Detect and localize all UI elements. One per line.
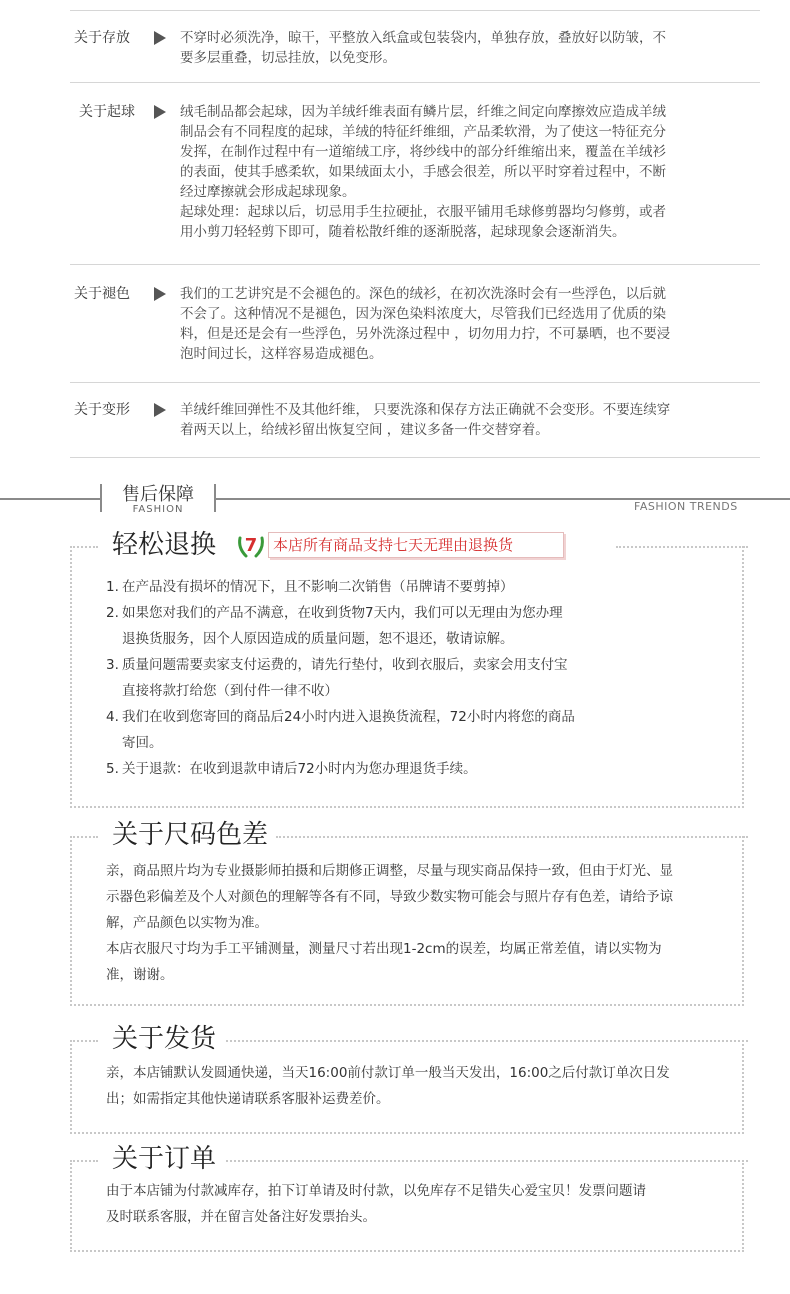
size-text: 亲，商品照片均为专业摄影师拍摄和后期修正调整，尽量与现实商品保持一致，但由于灯光、显 示器色彩偏差及个人对颜色的理解等各有不同，导致少数实物可能会与照片存有色差，请给予谅 解，产品颜色以实物为准。 本店衣服尺寸均为手工平铺测量，测量尺寸若出现1-2cm的误差，均属正常差值，请以实物为 准，谢谢。 bbox=[106, 863, 673, 983]
list-item: 1. 在产品没有损坏的情况下，且不影响二次销售（吊牌请不要剪掉） bbox=[106, 579, 514, 595]
returns-list bbox=[106, 574, 706, 782]
list-item: 2. 如果您对我们的产品不满意，在收到货物7天内，我们可以无理由为您办理 bbox=[106, 605, 563, 621]
care-row-pilling bbox=[70, 82, 760, 264]
list-item: 3. 质量问题需要卖家支付运费的，请先行垫付，收到衣服后，卖家会用支付宝 bbox=[106, 657, 568, 673]
seven-day-return-badge bbox=[236, 530, 564, 560]
care-section bbox=[70, 10, 760, 458]
list-item: 5. 关于退款：在收到退款申请后72小时内为您办理退货手续。 bbox=[106, 761, 477, 777]
triangle-arrow-icon bbox=[154, 31, 166, 45]
size-title: 关于尺码色差 bbox=[108, 820, 272, 850]
list-item: 寄回。 bbox=[122, 735, 163, 751]
seven-day-icon bbox=[236, 530, 266, 560]
care-row-storage bbox=[70, 10, 760, 82]
divider-line bbox=[0, 498, 100, 500]
shipping-title: 关于发货 bbox=[108, 1024, 220, 1054]
care-label: 关于变形 bbox=[74, 402, 130, 418]
care-text: 不穿时必须洗净，晾干，平整放入纸盒或包装袋内，单独存放，叠放好以防皱，不 要多层重叠，切忌挂放，以免变形。 bbox=[180, 30, 666, 66]
seven-day-icon-number: 7 bbox=[244, 535, 258, 556]
triangle-arrow-icon bbox=[154, 287, 166, 301]
order-box bbox=[70, 1144, 744, 1252]
triangle-arrow-icon bbox=[154, 403, 166, 417]
badge-text: 本店所有商品支持七天无理由退换货 bbox=[268, 532, 564, 558]
order-title: 关于订单 bbox=[108, 1144, 220, 1174]
divider-bar bbox=[100, 484, 102, 512]
care-label: 关于存放 bbox=[74, 30, 130, 46]
size-box bbox=[70, 820, 744, 1006]
list-item: 4. 我们在收到您寄回的商品后24小时内进入退换货流程，72小时内将您的商品 bbox=[106, 709, 575, 725]
care-text: 羊绒纤维回弹性不及其他纤维， 只要洗涤和保存方法正确就不会变形。不要连续穿 着两天以上，给绒衫留出恢复空间 ，建议多备一件交替穿着。 bbox=[180, 402, 671, 438]
shipping-text: 亲，本店铺默认发圆通快递，当天16:00前付款订单一般当天发出，16:00之后付款订单次日发 出；如需指定其他快递请联系客服补运费差价。 bbox=[106, 1065, 670, 1107]
care-text: 我们的工艺讲究是不会褪色的。深色的绒衫，在初次洗涤时会有一些浮色，以后就 不会了。这种情况不是褪色，因为深色染料浓度大，尽管我们已经选用了优质的染 料，但是还是会有一些浮色，另外洗涤过程中 ，切勿用力拧，不可暴晒，也不要浸 泡时间过长，这样容易造成褪色。 bbox=[180, 286, 671, 362]
care-row-fading bbox=[70, 264, 760, 382]
care-text: 绒毛制品都会起球，因为羊绒纤维表面有鳞片层，纤维之间定向摩擦效应造成羊绒 制品会有不同程度的起球，羊绒的特征纤维细，产品柔软滑，为了使这一特征充分 发挥，在制作过程中有一道缩绒工序，将纱线中的部分纤维缩出来，覆盖在羊绒衫 的表面，使其手感柔软，如果绒面太小，手感会很差，所以平时穿着过程中，不断 经过摩擦就会形成起球现象。 起球处理：起球以后，切忌用手生拉硬扯，衣服平铺用毛球修剪器均匀修剪，或者 用小剪刀轻轻剪下即可，随着松散纤维的逐渐脱落，起球现象会逐渐消失。 bbox=[180, 104, 666, 240]
service-header bbox=[0, 476, 790, 516]
care-label: 关于起球 bbox=[79, 104, 135, 120]
list-item: 退换货服务，因个人原因造成的质量问题，恕不退还，敬请谅解。 bbox=[122, 631, 514, 647]
returns-title: 轻松退换 bbox=[108, 530, 220, 560]
order-text: 由于本店铺为付款减库存，拍下订单请及时付款，以免库存不足错失心爱宝贝！发票问题请 及时联系客服，并在留言处备注好发票抬头。 bbox=[106, 1183, 646, 1225]
care-label: 关于褪色 bbox=[74, 286, 130, 302]
service-title: 售后保障 bbox=[122, 484, 194, 505]
fashion-trends-label: FASHION TRENDS bbox=[634, 500, 738, 513]
list-item: 直接将款打给您（到付件一律不收） bbox=[122, 683, 338, 699]
care-row-deform bbox=[70, 382, 760, 458]
triangle-arrow-icon bbox=[154, 105, 166, 119]
shipping-box bbox=[70, 1024, 744, 1134]
service-subtitle: FASHION bbox=[132, 504, 184, 515]
